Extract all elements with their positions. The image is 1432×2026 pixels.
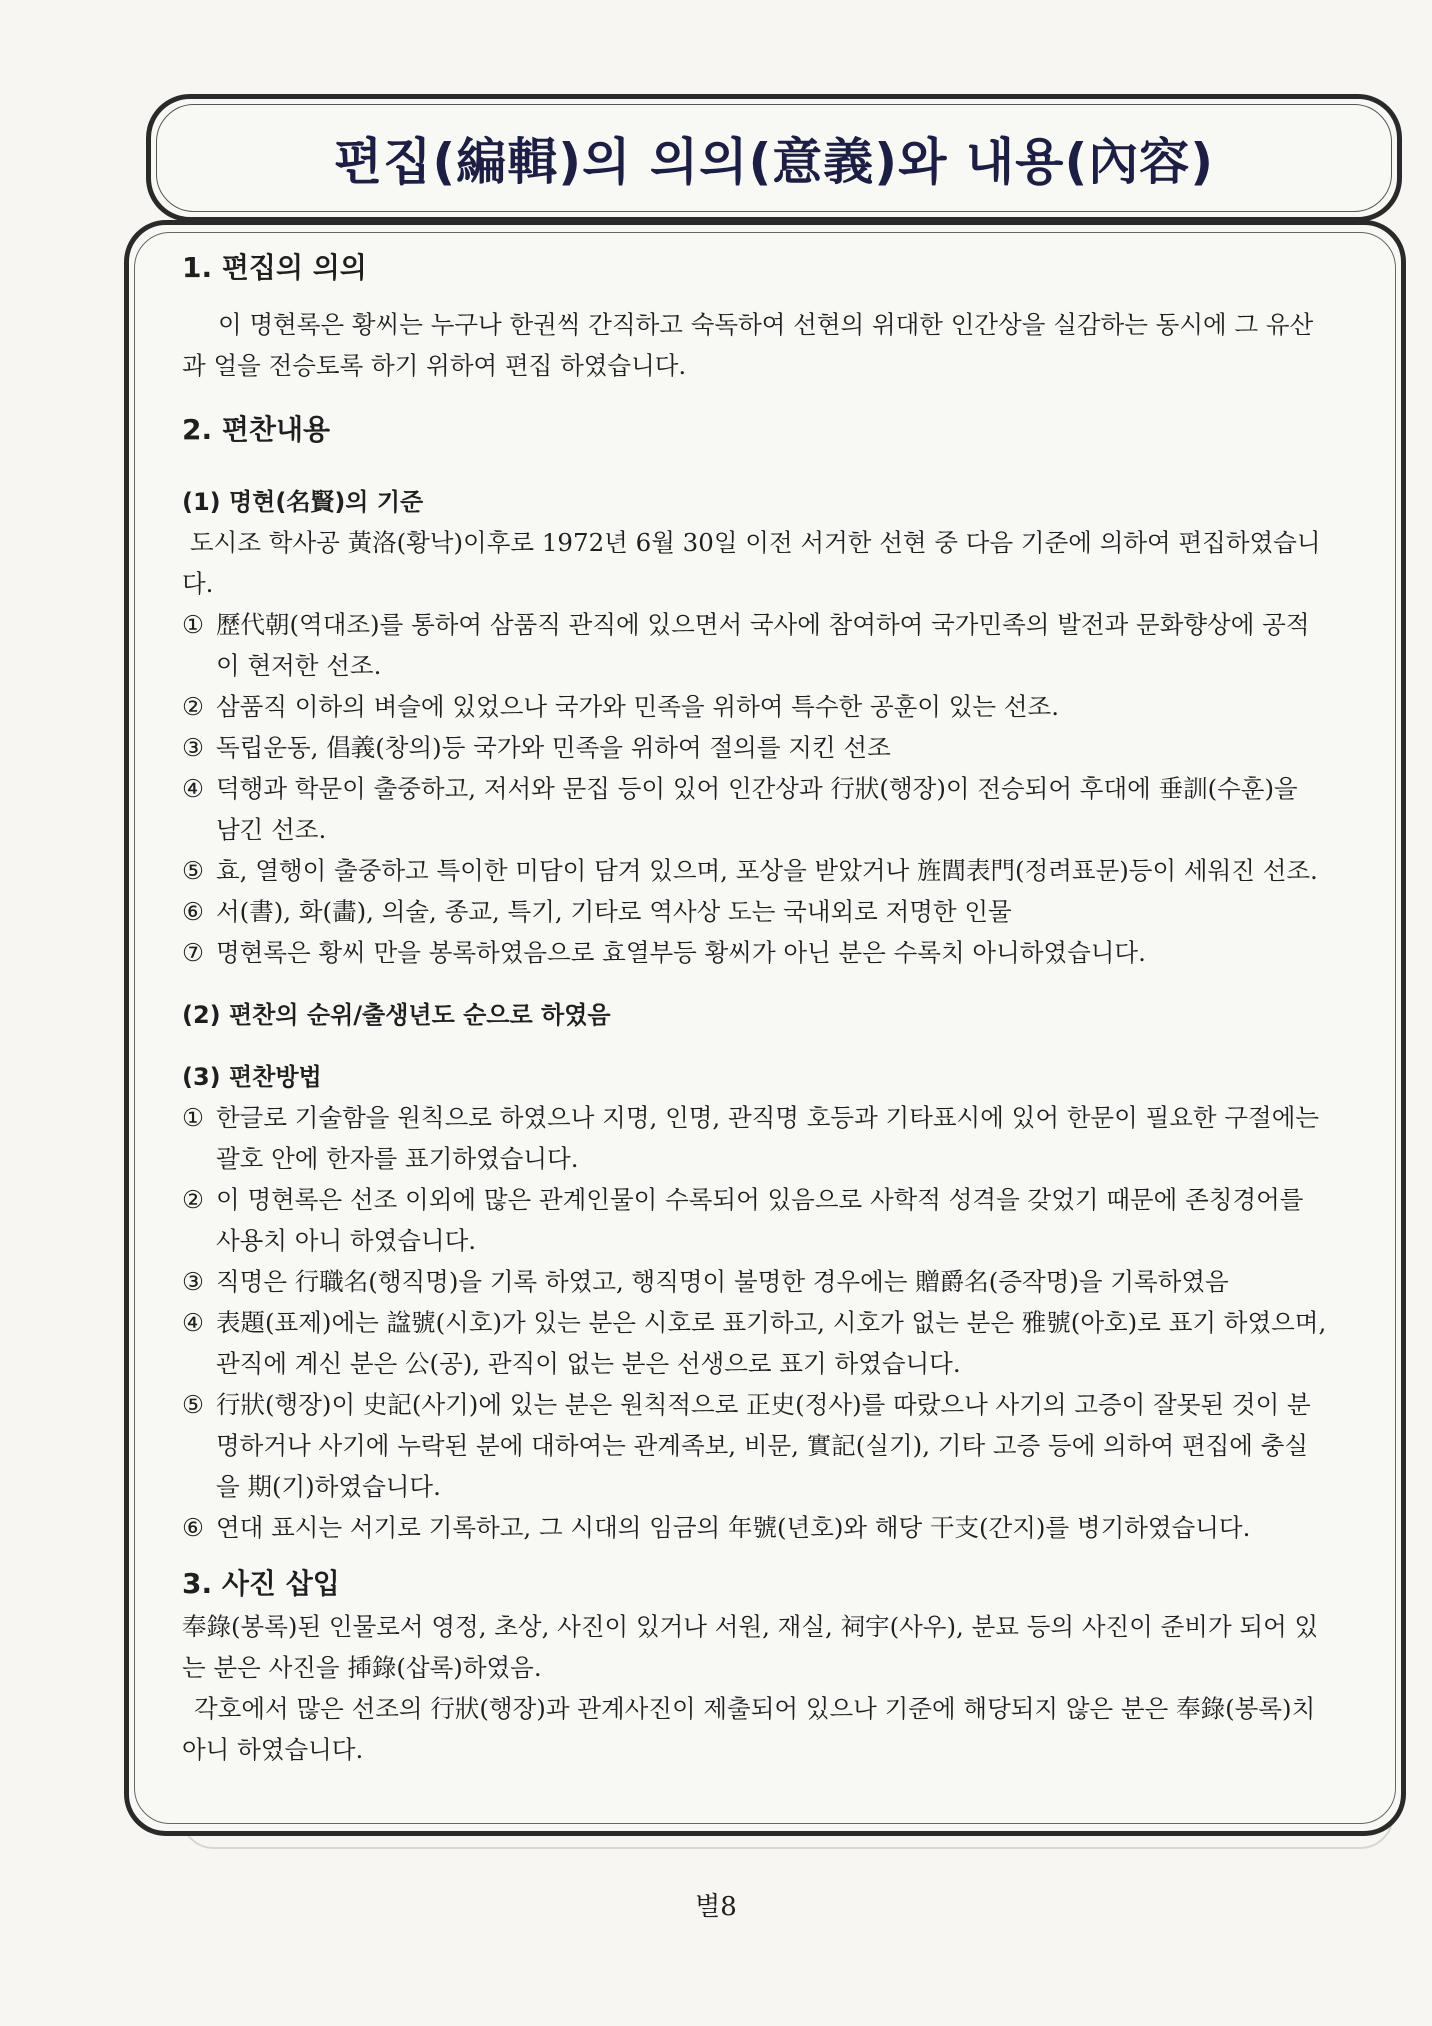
item-text: 직명은 行職名(행직명)을 기록 하였고, 행직명이 불명한 경우에는 贈爵名(증작명)을 기록하였음: [216, 1267, 1229, 1296]
item-number: ②: [182, 692, 204, 721]
list-item: [182, 686, 1328, 727]
section3-paragraph-2: 각호에서 많은 선조의 行狀(행장)과 관계사진이 제출되어 있으나 기준에 해당되지 않은 분은 奉錄(봉록)치 아니 하였습니다.: [182, 1694, 1316, 1764]
section2-heading: 2. 편찬내용: [182, 413, 331, 446]
list-item: [182, 850, 1328, 891]
item-text: 行狀(행장)이 史記(사기)에 있는 분은 원칙적으로 正史(정사)를 따랐으나 사기의 고증이 잘못된 것이 분명하거나 사기에 누락된 분에 대하여는 관계족보, 비문, 實記(실기), 기타 고증 등에 의하여 편집에 충실을 期(기)하였습니다.: [216, 1390, 1311, 1501]
section1-heading: 1. 편집의 의의: [182, 251, 367, 284]
item-text: 연대 표시는 서기로 기록하고, 그 시대의 임금의 年號(년호)와 해당 干支(간지)를 병기하였습니다.: [216, 1513, 1251, 1542]
item-text: 表題(표제)에는 諡號(시호)가 있는 분은 시호로 표기하고, 시호가 없는 분은 雅號(아호)로 표기 하였으며, 관직에 계신 분은 公(공), 관직이 없는 분은 선생으로 표기 하였습니다.: [216, 1308, 1327, 1378]
method-list: [182, 1097, 1328, 1548]
list-item: [182, 768, 1328, 850]
item-text: 효, 열행이 출중하고 특이한 미담이 담겨 있으며, 포상을 받았거나 旌閭表門(정려표문)등이 세워진 선조.: [216, 856, 1318, 885]
item-number: ⑦: [182, 938, 204, 967]
sub1-intro: 도시조 학사공 黃洛(황낙)이후로 1972년 6월 30일 이전 서거한 선현 중 다음 기준에 의하여 편집하였습니다.: [182, 528, 1321, 598]
item-text: 덕행과 학문이 출중하고, 저서와 문집 등이 있어 인간상과 行狀(행장)이 전승되어 후대에 垂訓(수훈)을 남긴 선조.: [216, 774, 1298, 844]
list-item: [182, 727, 1328, 768]
item-number: ⑤: [182, 1390, 204, 1419]
item-text: 삼품직 이하의 벼슬에 있었으나 국가와 민족을 위하여 특수한 공훈이 있는 선조.: [216, 692, 1060, 721]
section3-paragraph-1: 奉錄(봉록)된 인물로서 영정, 초상, 사진이 있거나 서원, 재실, 祠宇(사우), 분묘 등의 사진이 준비가 되어 있는 분은 사진을 揷錄(삽록)하였음.: [182, 1612, 1319, 1682]
item-number: ④: [182, 1308, 204, 1337]
page-title: 편집(編輯)의 의의(意義)와 내용(內容): [333, 133, 1215, 191]
item-number: ③: [182, 1267, 204, 1296]
list-item: [182, 1261, 1328, 1302]
list-item: [182, 604, 1328, 686]
sub3-heading: (3) 편찬방법: [182, 1063, 322, 1091]
item-text: 歷代朝(역대조)를 통하여 삼품직 관직에 있으면서 국사에 참여하여 국가민족의 발전과 문화향상에 공적이 현저한 선조.: [216, 610, 1310, 680]
item-number: ③: [182, 733, 204, 762]
page-number: 별8: [695, 1892, 737, 1922]
item-text: 서(書), 화(畵), 의술, 종교, 특기, 기타로 역사상 도는 국내외로 저명한 인물: [216, 897, 1012, 926]
list-item: [182, 1179, 1328, 1261]
item-number: ⑥: [182, 1513, 204, 1542]
list-item: [182, 1097, 1328, 1179]
document-body: [182, 246, 1328, 1770]
item-text: 명현록은 황씨 만을 봉록하였음으로 효열부등 황씨가 아닌 분은 수록치 아니하였습니다.: [216, 938, 1146, 967]
list-item: [182, 1507, 1328, 1548]
list-item: [182, 891, 1328, 932]
item-number: ⑤: [182, 856, 204, 885]
item-text: 독립운동, 倡義(창의)등 국가와 민족을 위하여 절의를 지킨 선조: [216, 733, 891, 762]
sub2-heading: (2) 편찬의 순위/출생년도 순으로 하였음: [182, 1001, 611, 1029]
list-item: [182, 1384, 1328, 1507]
item-number: ④: [182, 774, 204, 803]
list-item: [182, 932, 1328, 973]
item-number: ⑥: [182, 897, 204, 926]
section1-paragraph: 이 명현록은 황씨는 누구나 한권씩 간직하고 숙독하여 선현의 위대한 인간상을 실감하는 동시에 그 유산과 얼을 전승토록 하기 위하여 편집 하였습니다.: [182, 310, 1314, 380]
sub1-heading: (1) 명현(名賢)의 기준: [182, 488, 424, 516]
item-text: 이 명현록은 선조 이외에 많은 관계인물이 수록되어 있음으로 사학적 성격을 갖었기 때문에 존칭경어를 사용치 아니 하였습니다.: [216, 1185, 1304, 1255]
criteria-list: [182, 604, 1328, 973]
item-number: ②: [182, 1185, 204, 1214]
item-number: ①: [182, 610, 204, 639]
section3-heading: 3. 사진 삽입: [182, 1567, 340, 1600]
item-text: 한글로 기술함을 원칙으로 하였으나 지명, 인명, 관직명 호등과 기타표시에 있어 한문이 필요한 구절에는 괄호 안에 한자를 표기하였습니다.: [216, 1103, 1320, 1173]
list-item: [182, 1302, 1328, 1384]
item-number: ①: [182, 1103, 204, 1132]
